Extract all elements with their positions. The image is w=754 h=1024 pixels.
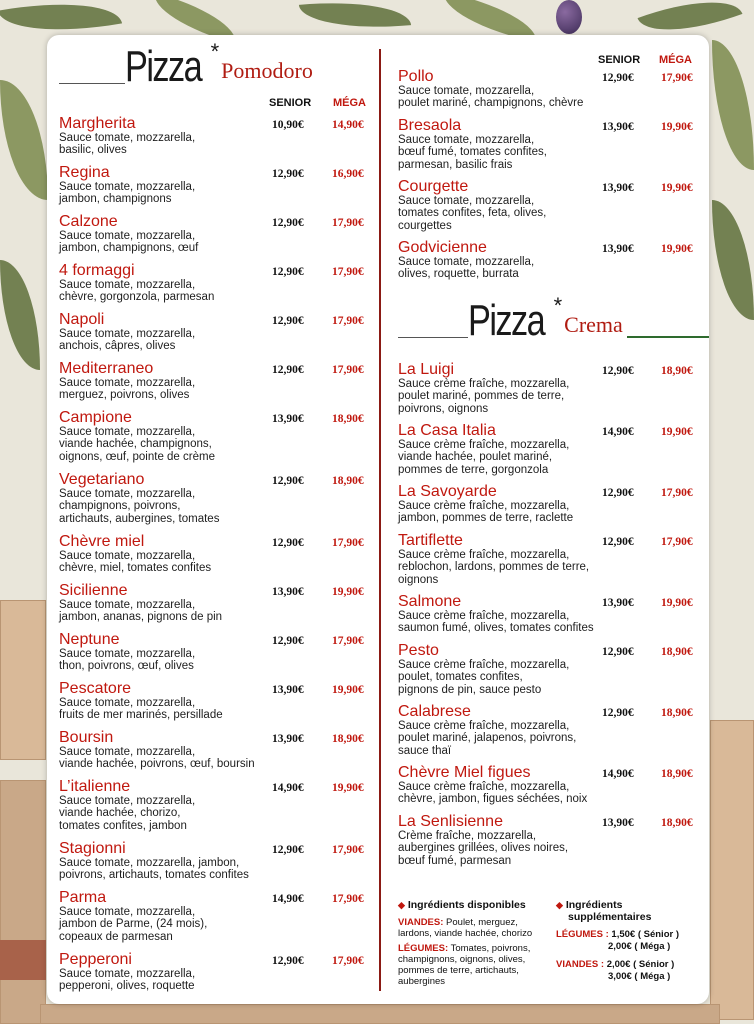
pizza-description: [398, 610, 594, 635]
pizza-description: [59, 132, 195, 157]
description-line: jambon, champignons: [59, 193, 172, 206]
mega-price: 19,90€: [332, 684, 364, 696]
extra-title: Ingrédients: [565, 899, 623, 911]
description-line: sauce thaï: [398, 744, 452, 757]
mega-price: 18,90€: [661, 365, 693, 377]
description-line: basilic, olives: [59, 144, 127, 157]
description-line: Sauce tomate, mozzarella,: [398, 256, 535, 268]
senior-price: 14,90€: [602, 768, 634, 780]
description-line: Sauce crème fraîche, mozzarella,: [398, 781, 570, 793]
viandes-label: VIANDES:: [398, 917, 444, 928]
olive-leaf-decoration: [712, 40, 754, 170]
pizza-description: [398, 134, 547, 171]
menu-item: [398, 117, 693, 171]
legumes-text-3: pommes de terre, artichauts,: [398, 965, 519, 976]
description-line: Sauce crème fraîche, mozzarella,: [398, 610, 570, 622]
extra-viandes-senior: 2,00€ ( Sénior ): [606, 959, 675, 970]
menu-item: [398, 68, 693, 110]
mega-price: 17,90€: [332, 364, 364, 376]
senior-price: 12,90€: [272, 217, 304, 229]
viandes-text-2: lardons, viande hachée, chorizo: [398, 928, 533, 939]
menu-item: [59, 582, 364, 624]
description-line: Sauce tomate, mozzarella,: [59, 795, 196, 807]
mega-price: 17,90€: [332, 537, 364, 549]
extra-legumes-label: LÉGUMES :: [556, 929, 609, 940]
pizza-name: Mediterraneo: [59, 360, 154, 377]
pizza-name: Boursin: [59, 729, 114, 746]
available-ingredients: [398, 899, 556, 987]
description-line: Sauce tomate, mozzarella,: [59, 968, 196, 980]
pizza-name: Pollo: [398, 68, 434, 85]
pizza-name: Campione: [59, 409, 132, 426]
pizza-description: [398, 781, 587, 806]
mega-price: 19,90€: [332, 586, 364, 598]
title-rule: [59, 83, 125, 84]
title-word: Pizza: [125, 42, 202, 91]
description-line: chèvre, gorgonzola, parmesan: [59, 291, 215, 304]
pizza-description: [59, 181, 195, 206]
mega-price: 18,90€: [332, 413, 364, 425]
pizza-description: [59, 328, 195, 353]
mega-price: 17,90€: [332, 635, 364, 647]
legumes-label: LÉGUMES:: [398, 943, 449, 954]
description-line: Crème fraîche, mozzarella,: [398, 830, 537, 842]
mega-price: 16,90€: [332, 168, 364, 180]
senior-price: 13,90€: [602, 597, 634, 609]
pizza-name: Regina: [59, 164, 110, 181]
extra-title-2: supplémentaires: [568, 911, 652, 923]
description-line: pignons de pin, sauce pesto: [398, 683, 542, 696]
menu-item: [59, 680, 364, 722]
description-line: Sauce crème fraîche, mozzarella,: [398, 378, 570, 390]
senior-price: 12,90€: [272, 955, 304, 967]
mega-price: 17,90€: [332, 266, 364, 278]
menu-item: [398, 532, 693, 586]
title-rule: [398, 337, 468, 338]
pizza-description: [59, 648, 195, 673]
pizza-description: [59, 968, 195, 993]
description-line: Sauce tomate, mozzarella,: [59, 181, 196, 193]
description-line: viande hachée, poulet mariné,: [398, 451, 553, 464]
pizza-description: [398, 720, 576, 757]
pizza-description: [59, 795, 195, 832]
pizza-name: La Savoyarde: [398, 483, 497, 500]
pizza-description: [59, 426, 215, 463]
mega-price: 19,90€: [661, 597, 693, 609]
description-line: jambon, ananas, pignons de pin: [59, 611, 223, 624]
crema-title: [398, 293, 709, 345]
mega-price: 19,90€: [661, 426, 693, 438]
senior-price: 14,90€: [272, 893, 304, 905]
mega-price: 17,90€: [661, 72, 693, 84]
pizza-name: Stagionni: [59, 840, 126, 857]
menu-item: [398, 764, 693, 806]
senior-price: 12,90€: [272, 635, 304, 647]
mega-price: 17,90€: [661, 487, 693, 499]
legumes-text: Tomates, poivrons,: [450, 943, 531, 954]
description-line: Sauce crème fraîche, mozzarella,: [398, 500, 570, 512]
senior-price: 12,90€: [272, 168, 304, 180]
legumes-text-4: aubergines: [398, 976, 446, 987]
senior-price: 13,90€: [272, 586, 304, 598]
senior-header: SENIOR: [269, 97, 312, 109]
menu-item: [59, 311, 364, 353]
pizza-description: [398, 378, 569, 415]
pizza-description: [398, 549, 589, 586]
description-line: thon, poivrons, œuf, olives: [59, 660, 194, 673]
description-line: aubergines grillées, olives noires,: [398, 842, 569, 855]
building-decoration: [710, 720, 754, 1020]
description-line: reblochon, lardons, pommes de terre,: [398, 561, 590, 574]
senior-price: 12,90€: [272, 364, 304, 376]
pizza-name: La Luigi: [398, 361, 455, 378]
description-line: Sauce crème fraîche, mozzarella,: [398, 549, 570, 561]
menu-item: [398, 361, 693, 415]
senior-price: 12,90€: [272, 537, 304, 549]
building-decoration: [40, 1004, 720, 1024]
title-word: Pizza: [468, 296, 545, 345]
pizza-name: Vegetariano: [59, 471, 145, 488]
pizza-description: [59, 230, 198, 255]
diamond-icon: ◆: [556, 900, 563, 910]
pizza-name: La Senlisienne: [398, 813, 503, 830]
extra-ingredients: [556, 899, 698, 983]
menu-item: [59, 164, 364, 206]
pizza-name: Courgette: [398, 178, 469, 195]
menu-item: [398, 813, 693, 867]
pizza-description: [59, 857, 249, 882]
senior-price: 13,90€: [272, 684, 304, 696]
senior-price: 14,90€: [272, 782, 304, 794]
roof-decoration: [0, 940, 46, 980]
pizza-name: Pesto: [398, 642, 439, 659]
description-line: olives, roquette, burrata: [398, 268, 519, 281]
description-line: Sauce tomate, mozzarella,: [59, 599, 196, 611]
pizza-description: [59, 279, 214, 304]
extra-viandes-mega: 3,00€ ( Méga ): [608, 971, 671, 982]
column-divider: [379, 49, 381, 991]
senior-price: 14,90€: [602, 426, 634, 438]
extra-viandes-label: VIANDES :: [556, 959, 605, 970]
senior-price: 12,90€: [602, 72, 634, 84]
menu-item: [59, 840, 364, 882]
description-line: courgettes: [398, 219, 452, 232]
menu-item: [398, 642, 693, 696]
pizza-name: Chèvre miel: [59, 533, 145, 550]
menu-item: [59, 409, 364, 463]
pizza-description: [59, 550, 211, 575]
title-sub: Pomodoro: [221, 58, 313, 83]
pizza-name: Calabrese: [398, 703, 471, 720]
pizza-description: [398, 500, 573, 525]
pizza-name: La Casa Italia: [398, 422, 496, 439]
description-line: Sauce tomate, mozzarella,: [59, 648, 196, 660]
mega-price: 19,90€: [332, 782, 364, 794]
senior-price: 13,90€: [602, 817, 634, 829]
senior-price: 12,90€: [272, 266, 304, 278]
building-decoration: [0, 780, 46, 1024]
olive-decoration: [556, 0, 582, 34]
description-line: jambon de Parme, (24 mois),: [59, 918, 208, 931]
description-line: bœuf fumé, parmesan: [398, 854, 512, 867]
olive-leaf-decoration: [712, 200, 754, 320]
description-line: Sauce tomate, mozzarella,: [59, 488, 196, 500]
pizza-name: Bresaola: [398, 117, 462, 134]
description-line: Sauce crème fraîche, mozzarella,: [398, 720, 570, 732]
description-line: tomates confites, jambon: [59, 819, 187, 832]
senior-price: 12,90€: [602, 646, 634, 658]
menu-item: [59, 631, 364, 673]
senior-price: 12,90€: [272, 475, 304, 487]
pizza-description: [59, 599, 222, 624]
description-line: Sauce tomate, mozzarella,: [59, 132, 196, 144]
description-line: parmesan, basilic frais: [398, 158, 513, 171]
menu-item: [59, 471, 364, 525]
description-line: Sauce tomate, mozzarella, jambon,: [59, 857, 240, 869]
pizza-description: [398, 439, 569, 476]
pizza-name: L’italienne: [59, 778, 131, 795]
mega-price: 18,90€: [661, 768, 693, 780]
pizza-name: Parma: [59, 889, 107, 906]
menu-item: [398, 593, 693, 635]
olive-leaf-decoration: [299, 0, 411, 35]
extra-legumes-mega: 2,00€ ( Méga ): [608, 941, 671, 952]
mega-price: 17,90€: [332, 893, 364, 905]
menu-item: [398, 703, 693, 757]
pizza-description: [398, 85, 583, 110]
description-line: Sauce crème fraîche, mozzarella,: [398, 659, 570, 671]
description-line: Sauce tomate, mozzarella,: [398, 195, 535, 207]
description-line: copeaux de parmesan: [59, 930, 173, 943]
description-line: chèvre, jambon, figues séchées, noix: [398, 793, 588, 806]
pizza-name: Napoli: [59, 311, 105, 328]
title-sub: Crema: [564, 312, 623, 337]
pizza-name: Chèvre Miel figues: [398, 764, 531, 781]
pizza-description: [398, 256, 534, 281]
pizza-name: Pescatore: [59, 680, 132, 697]
title-trail-rule: [627, 336, 709, 338]
description-line: Sauce tomate, mozzarella,: [59, 426, 196, 438]
available-title: Ingrédients disponibles: [407, 899, 526, 911]
senior-price: 12,90€: [272, 315, 304, 327]
menu-card: [47, 35, 709, 1004]
menu-item: [59, 889, 364, 943]
pizza-name: Pepperoni: [59, 951, 132, 968]
mega-price: 17,90€: [332, 315, 364, 327]
senior-price: 13,90€: [272, 413, 304, 425]
description-line: Sauce tomate, mozzarella,: [59, 550, 196, 562]
menu-item: [59, 262, 364, 304]
menu-item: [59, 213, 364, 255]
menu-item: [59, 778, 364, 832]
mega-price: 18,90€: [332, 733, 364, 745]
description-line: Sauce tomate, mozzarella,: [398, 134, 535, 146]
description-line: Sauce tomate, mozzarella,: [398, 85, 535, 97]
legumes-text-2: champignons, oignons, olives,: [398, 954, 526, 965]
pizza-description: [59, 488, 219, 525]
pizza-name: Neptune: [59, 631, 120, 648]
mega-header: MÉGA: [333, 97, 366, 109]
description-line: chèvre, miel, tomates confites: [59, 562, 212, 575]
description-line: poulet mariné, jalapenos, poivrons,: [398, 732, 577, 745]
senior-price: 13,90€: [602, 243, 634, 255]
senior-price: 12,90€: [272, 844, 304, 856]
description-line: anchois, câpres, olives: [59, 340, 176, 353]
description-line: Sauce tomate, mozzarella,: [59, 746, 196, 758]
mega-price: 19,90€: [661, 182, 693, 194]
description-line: poulet mariné, pommes de terre,: [398, 390, 565, 403]
description-line: pepperoni, olives, roquette: [59, 980, 195, 993]
mega-header: MÉGA: [659, 54, 692, 66]
menu-item: [59, 729, 364, 771]
description-line: Sauce tomate, mozzarella,: [59, 279, 196, 291]
pizza-name: Godvicienne: [398, 239, 487, 256]
pizza-name: Calzone: [59, 213, 118, 230]
pizza-description: [59, 697, 223, 722]
mega-price: 14,90€: [332, 119, 364, 131]
description-line: pommes de terre, gorgonzola: [398, 463, 549, 476]
description-line: Sauce tomate, mozzarella,: [59, 230, 196, 242]
menu-item: [398, 422, 693, 476]
building-decoration: [0, 600, 46, 760]
senior-price: 12,90€: [602, 707, 634, 719]
diamond-icon: ◆: [398, 900, 405, 910]
senior-price: 13,90€: [602, 121, 634, 133]
description-line: poulet, tomates confites,: [398, 671, 523, 684]
description-line: Sauce tomate, mozzarella,: [59, 377, 196, 389]
senior-price: 12,90€: [602, 487, 634, 499]
description-line: artichauts, aubergines, tomates: [59, 512, 220, 525]
extra-legumes-senior: 1,50€ ( Sénior ): [611, 929, 680, 940]
pizza-name: Tartiflette: [398, 532, 463, 549]
olive-leaf-decoration: [0, 260, 40, 370]
pizza-name: Margherita: [59, 115, 136, 132]
pizza-name: 4 formaggi: [59, 262, 135, 279]
menu-item: [59, 115, 364, 157]
senior-price: 12,90€: [602, 536, 634, 548]
description-line: poulet mariné, champignons, chèvre: [398, 97, 584, 110]
viandes-text: Poulet, merguez,: [446, 917, 518, 928]
mega-price: 18,90€: [661, 707, 693, 719]
description-line: saumon fumé, olives, tomates confites: [398, 622, 594, 635]
senior-price: 13,90€: [272, 733, 304, 745]
mega-price: 17,90€: [661, 536, 693, 548]
mega-price: 17,90€: [332, 955, 364, 967]
senior-header: SENIOR: [598, 54, 641, 66]
mega-price: 17,90€: [332, 217, 364, 229]
menu-item: [59, 951, 364, 993]
pizza-description: [59, 377, 195, 402]
pizza-description: [398, 830, 568, 867]
description-line: Sauce tomate, mozzarella,: [59, 697, 196, 709]
description-line: poivrons, oignons: [398, 402, 489, 415]
description-line: viande hachée, champignons,: [59, 438, 212, 451]
menu-item: [59, 360, 364, 402]
menu-item: [398, 178, 693, 232]
menu-item: [398, 239, 693, 281]
pizza-description: [59, 746, 255, 771]
description-line: merguez, poivrons, olives: [59, 389, 190, 402]
senior-price: 13,90€: [602, 182, 634, 194]
title-star: *: [553, 293, 563, 318]
description-line: tomates confites, feta, olives,: [398, 207, 547, 220]
description-line: jambon, pommes de terre, raclette: [398, 512, 574, 525]
description-line: champignons, poivrons,: [59, 500, 181, 513]
description-line: jambon, champignons, œuf: [59, 242, 199, 255]
menu-item: [398, 483, 693, 525]
description-line: viande hachée, chorizo,: [59, 807, 181, 820]
pizza-description: [398, 659, 569, 696]
senior-price: 12,90€: [602, 365, 634, 377]
pizza-description: [59, 906, 207, 943]
description-line: viande hachée, poivrons, œuf, boursin: [59, 758, 255, 771]
pizza-description: [398, 195, 546, 232]
senior-price: 10,90€: [272, 119, 304, 131]
description-line: oignons: [398, 573, 439, 586]
pomodoro-title: [59, 39, 313, 91]
description-line: Sauce tomate, mozzarella,: [59, 906, 196, 918]
description-line: bœuf fumé, tomates confites,: [398, 146, 547, 159]
mega-price: 19,90€: [661, 243, 693, 255]
mega-price: 19,90€: [661, 121, 693, 133]
description-line: fruits de mer marinés, persillade: [59, 709, 223, 722]
mega-price: 18,90€: [661, 817, 693, 829]
description-line: poivrons, artichauts, tomates confites: [59, 869, 249, 882]
menu-item: [59, 533, 364, 575]
description-line: oignons, œuf, pointe de crème: [59, 450, 215, 463]
mega-price: 18,90€: [332, 475, 364, 487]
mega-price: 17,90€: [332, 844, 364, 856]
pizza-name: Salmone: [398, 593, 462, 610]
pizza-name: Sicilienne: [59, 582, 128, 599]
description-line: Sauce tomate, mozzarella,: [59, 328, 196, 340]
mega-price: 18,90€: [661, 646, 693, 658]
description-line: Sauce crème fraîche, mozzarella,: [398, 439, 570, 451]
title-star: *: [210, 39, 220, 64]
olive-leaf-decoration: [0, 80, 48, 200]
